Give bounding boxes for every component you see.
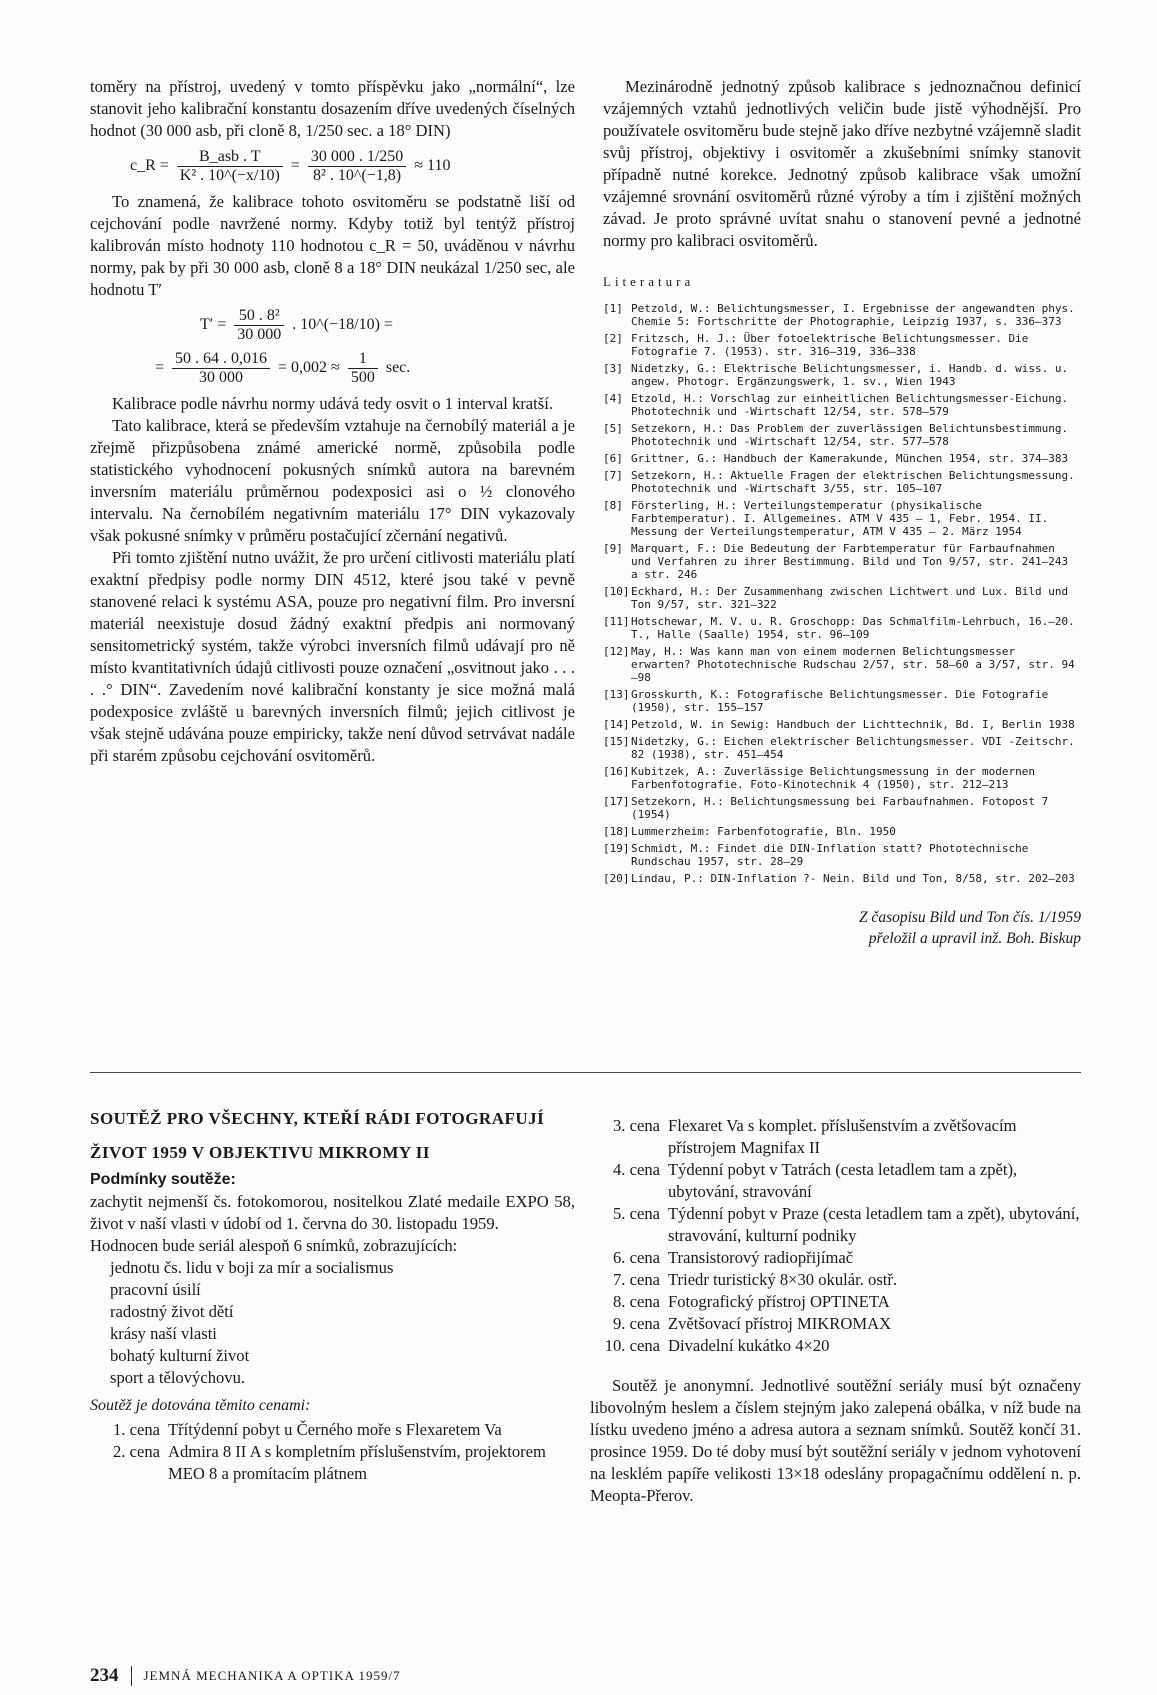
paragraph: zachytit nejmenší čs. fotokomorou, nositelkou Zlaté medaile EXPO 58, život v naší vlasti v údobí od 1. června do 30. listopadu 1959. xyxy=(90,1192,575,1233)
prize-rank: 6. cena xyxy=(613,1248,660,1267)
reference-number: [10] xyxy=(603,585,630,598)
reference-item xyxy=(603,362,1081,388)
prize-list xyxy=(90,1419,575,1485)
reference-item xyxy=(603,795,1081,821)
reference-text: Lindau, P.: DIN-Inflation ?- Nein. Bild und Ton, 8/58, str. 202—203 xyxy=(631,872,1075,885)
prize-description: Divadelní kukátko 4×20 xyxy=(668,1336,830,1355)
reference-number: [16] xyxy=(603,765,630,778)
formula-denominator: K² . 10^(−x/10) xyxy=(179,167,280,184)
prize-rank: 9. cena xyxy=(613,1314,660,1333)
reference-item xyxy=(603,452,1081,465)
paragraph: Při tomto zjištění nutno uvážit, že pro určení citlivosti materiálu platí exaktní předpisy podle normy DIN 4512, které jsou také v pevně stanovené relaci k systému ASA, pouze pro negativní film. Pro inversní materiál neexistuje dosud žádný exaktní předpis ani normovaný sensitometrický systém, takže výrobci inversních filmů udávají pro ně místo kvantitativních údajů citlivosti pouze označení „osvitnout jako . . . . .° DIN“. Zavedením nové kalibrační konstanty je sice možná malá podexposice zvláště u barevných inversních filmů; jejich citlivost je však stejně udávána pouze empiricky, takže není důvod setrvávat nadále při starém způsobu cejchování osvitoměrů. xyxy=(90,548,575,765)
reference-number: [6] xyxy=(603,452,623,465)
topic-item: sport a tělovýchovu. xyxy=(110,1368,246,1387)
reference-number: [20] xyxy=(603,872,630,885)
formula-result: ≈ 110 xyxy=(414,157,451,175)
prize-description: Flexaret Va s komplet. příslušenstvím a zvětšovacím přístrojem Magnifax II xyxy=(668,1116,1017,1157)
prizes-intro: Soutěž je dotována těmito cenami: xyxy=(90,1397,311,1414)
credit-source: Z časopisu Bild und Ton čís. 1/1959 xyxy=(858,909,1081,926)
prize-description: Triedr turistický 8×30 okulár. ostř. xyxy=(668,1270,898,1289)
prize-rank: 4. cena xyxy=(613,1160,660,1179)
reference-number: [19] xyxy=(603,842,630,855)
formula-exposure-time xyxy=(200,307,575,344)
prize-rank: 2. cena xyxy=(113,1442,160,1461)
reference-number: [11] xyxy=(603,615,630,628)
reference-text: Lummerzheim: Farbenfotografie, Bln. 1950 xyxy=(631,825,896,838)
reference-number: [8] xyxy=(603,499,623,512)
formula-exposure-result xyxy=(155,350,575,387)
formula-calibration-constant xyxy=(130,148,575,185)
reference-text: Petzold, W.: Belichtungsmesser, I. Ergebnisse der angewandten phys. Chemie 5: Fortschritte der Photographie, Leipzig 1937, s. 336—373 xyxy=(631,302,1075,328)
prize-item xyxy=(590,1247,1081,1269)
reference-number: [9] xyxy=(603,542,623,555)
reference-number: [15] xyxy=(603,735,630,748)
formula-denominator: 8² . 10^(−1,8) xyxy=(313,167,402,184)
topic-item: krásy naší vlasti xyxy=(110,1324,217,1343)
reference-item xyxy=(603,718,1081,731)
journal-name: JEMNÁ MECHANIKA A OPTIKA 1959/7 xyxy=(143,1668,401,1683)
reference-text: Försterling, H.: Verteilungstemperatur (physikalische Farbtemperatur). I. Allgemeines. ATM V 435 — 1, Febr. 1954. II. Messung der Verteilungstemperatur, ATM V 435 — 2. März 1954 xyxy=(631,499,1049,538)
conditions-title: Podmínky soutěže: xyxy=(90,1171,236,1188)
topic-item: pracovní úsilí xyxy=(110,1280,201,1299)
reference-text: Etzold, H.: Vorschlag zur einheitlichen Belichtungsmesser-Eichung. Phototechnik und -Wirtschaft 12/54, str. 578—579 xyxy=(631,392,1069,418)
reference-item xyxy=(603,302,1081,328)
reference-number: [4] xyxy=(603,392,623,405)
formula-fraction xyxy=(308,148,406,185)
reference-item xyxy=(603,735,1081,761)
prize-list xyxy=(590,1115,1081,1357)
reference-item xyxy=(603,392,1081,418)
prize-rank: 7. cena xyxy=(613,1270,660,1289)
formula-fraction xyxy=(348,350,378,387)
reference-number: [1] xyxy=(603,302,623,315)
paragraph: Soutěž je anonymní. Jednotlivé soutěžní seriály musí být označeny libovolným heslem a číslem stejným jako zalepená obálka, v níž bude na lístku uvedeno jméno a adresa autora a seznam snímků. Soutěž končí 31. prosince 1959. Do té doby musí být soutěžní seriály v jednom vyhotovení na lesklém papíře velikosti 13×18 odeslány propagačnímu oddělení n. p. Meopta-Přerov. xyxy=(590,1376,1081,1505)
reference-text: Hotschewar, M. V. u. R. Groschopp: Das Schmalfilm-Lehrbuch, 16.—20. T., Halle (Saalle) 1954, str. 96—109 xyxy=(631,615,1075,641)
translation-credit xyxy=(603,907,1081,949)
formula-denominator: 30 000 xyxy=(199,369,244,386)
prize-item xyxy=(590,1313,1081,1335)
literature-heading: Literatura xyxy=(603,274,695,289)
topic-item: radostný život dětí xyxy=(110,1302,234,1321)
reference-number: [3] xyxy=(603,362,623,375)
reference-text: Setzekorn, H.: Das Problem der zuverlässigen Belichtunsbestimmung. Phototechnik und -Wirtschaft 12/54, str. 577—578 xyxy=(631,422,1069,448)
formula-lhs: = xyxy=(155,359,165,377)
reference-number: [13] xyxy=(603,688,630,701)
page-number: 234 xyxy=(90,1665,119,1686)
reference-text: Kubitzek, A.: Zuverlässige Belichtungsmessung in der modernen Farbenfotografie. Foto-Kinotechnik 4 (1950), str. 212—213 xyxy=(631,765,1035,791)
prize-description: Admira 8 II A s kompletním příslušenstvím, projektorem MEO 8 a promítacím plátnem xyxy=(168,1442,546,1483)
prize-rank: 5. cena xyxy=(613,1204,660,1223)
article-column-right xyxy=(603,76,1081,949)
formula-numerator: 30 000 . 1/250 xyxy=(308,148,406,167)
reference-item xyxy=(603,645,1081,684)
reference-number: [7] xyxy=(603,469,623,482)
formula-denominator: 30 000 xyxy=(237,326,282,343)
prize-rank: 8. cena xyxy=(613,1292,660,1311)
reference-number: [12] xyxy=(603,645,630,658)
reference-item xyxy=(603,615,1081,641)
formula-rest: . 10^(−18/10) = xyxy=(292,316,393,334)
reference-item xyxy=(603,842,1081,868)
prize-item xyxy=(90,1441,575,1485)
prize-item xyxy=(590,1291,1081,1313)
formula-numerator: 50 . 8² xyxy=(234,307,284,326)
reference-text: Marquart, F.: Die Bedeutung der Farbtemperatur für Farbaufnahmen und Verfahren zu ihrer Bestimmung. Bild und Ton 9/57, str. 241—243 a str. 246 xyxy=(631,542,1069,581)
prize-item xyxy=(590,1335,1081,1357)
reference-text: Fritzsch, H. J.: Über fotoelektrische Belichtungsmesser. Die Fotografie 7. (1953). str. 316—319, 336—338 xyxy=(631,332,1029,358)
contest-heading: SOUTĚŽ PRO VŠECHNY, KTEŘÍ RÁDI FOTOGRAFUJÍ xyxy=(90,1109,545,1128)
paragraph: Kalibrace podle návrhu normy udává tedy osvit o 1 interval kratší. xyxy=(112,394,553,413)
prize-item xyxy=(590,1269,1081,1291)
reference-item xyxy=(603,469,1081,495)
reference-text: Setzekorn, H.: Aktuelle Fragen der elektrischen Belichtungsmessung. Phototechnik und -Wirtschaft 3/55, str. 105—107 xyxy=(631,469,1075,495)
prize-item xyxy=(90,1419,575,1441)
prize-description: Třítýdenní pobyt u Černého moře s Flexaretem Va xyxy=(168,1420,502,1439)
reference-item xyxy=(603,422,1081,448)
reference-text: Eckhard, H.: Der Zusammenhang zwischen Lichtwert und Lux. Bild und Ton 9/57, str. 321—322 xyxy=(631,585,1069,611)
paragraph: Tato kalibrace, která se především vztahuje na černobílý materiál a je zřejmě přizpůsobena známé americké normě, způsobila podle statistického vyhodnocení pokusných snímků autora na barevném inversním materiálu průměrnou podexposici asi o ½ clonového intervalu. Na černobílém negativním materiálu 17° DIN vykazovaly však pokusné snímky v průměru postačující zčernání negativů. xyxy=(90,416,575,545)
reference-number: [14] xyxy=(603,718,630,731)
prize-description: Transistorový radiopřijímač xyxy=(668,1248,854,1267)
formula-middle: = 0,002 ≈ xyxy=(278,359,340,377)
reference-text: Schmidt, M.: Findet die DIN-Inflation statt? Phototechnische Rundschau 1957, str. 28—29 xyxy=(631,842,1029,868)
formula-numerator: 1 xyxy=(348,350,378,369)
reference-text: May, H.: Was kann man von einem modernen Belichtungsmesser erwarten? Phototechnische Rudschau 2/57, str. 58—60 a 3/57, str. 94—98 xyxy=(631,645,1075,684)
formula-denominator: 500 xyxy=(350,369,375,386)
reference-item xyxy=(603,332,1081,358)
prize-rank: 3. cena xyxy=(613,1116,660,1135)
reference-item xyxy=(603,872,1081,885)
topic-list xyxy=(90,1257,575,1389)
article-column-left xyxy=(90,76,575,767)
reference-text: Grosskurth, K.: Fotografische Belichtungsmesser. Die Fotografie (1950), str. 155—157 xyxy=(631,688,1049,714)
reference-item xyxy=(603,542,1081,581)
contest-column-right xyxy=(590,1115,1081,1507)
prize-rank: 1. cena xyxy=(113,1420,160,1439)
prize-description: Týdenní pobyt v Tatrách (cesta letadlem tam a zpět), ubytování, stravování xyxy=(668,1160,1018,1201)
section-divider xyxy=(90,1072,1081,1073)
paragraph: toměry na přístroj, uvedený v tomto příspěvku jako „normální“, lze stanovit jeho kalibrační konstantu dosazením dříve uvedených číselných hodnot (30 000 asb, při cloně 8, 1/250 sec. a 18° DIN) xyxy=(90,77,575,140)
reference-number: [5] xyxy=(603,422,623,435)
reference-text: Setzekorn, H.: Belichtungsmessung bei Farbaufnahmen. Fotopost 7 (1954) xyxy=(631,795,1049,821)
reference-text: Nidetzky, G.: Eichen elektrischer Belichtungsmesser. VDI -Zeitschr. 82 (1938), str. 451—454 xyxy=(631,735,1075,761)
reference-number: [2] xyxy=(603,332,623,345)
formula-lhs: T′ = xyxy=(200,316,227,334)
formula-fraction xyxy=(234,307,284,344)
formula-lhs: c_R = xyxy=(130,157,169,175)
reference-text: Petzold, W. in Sewig: Handbuch der Lichttechnik, Bd. I, Berlin 1938 xyxy=(631,718,1075,731)
reference-item xyxy=(603,825,1081,838)
contest-column-left xyxy=(90,1107,575,1485)
prize-description: Zvětšovací přístroj MIKROMAX xyxy=(668,1314,892,1333)
prize-description: Fotografický přístroj OPTINETA xyxy=(668,1292,890,1311)
page-footer xyxy=(90,1665,401,1687)
prize-item xyxy=(590,1159,1081,1203)
paragraph: Mezinárodně jednotný způsob kalibrace s jednoznačnou definicí vzájemných vztahů jednotlivých veličin bude jistě výhodnější. Pro používatele osvitoměru bude stejně jako dříve nezbytné vzájemně sladit svůj přístroj, objektivy i osvitoměr a zkušebními snímky stanovit případně nutné korekce. Jednotný způsob kalibrace však umožní vzájemné srovnání osvitoměrů různé výroby a tím i zjištění možných závad. Je proto správné uvítat snahu o stanovení pevné a jednotné normy pro kalibraci osvitoměrů. xyxy=(603,77,1081,250)
credit-translator: přeložil a upravil inž. Boh. Biskup xyxy=(868,930,1081,947)
reference-item xyxy=(603,499,1081,538)
reference-item xyxy=(603,765,1081,791)
prize-description: Týdenní pobyt v Praze (cesta letadlem tam a zpět), ubytování, stravování, kulturní podniky xyxy=(668,1204,1080,1245)
paragraph: Hodnocen bude seriál alespoň 6 snímků, zobrazujících: xyxy=(90,1236,458,1255)
prize-item xyxy=(590,1115,1081,1159)
formula-equals: = xyxy=(290,157,300,175)
reference-number: [17] xyxy=(603,795,630,808)
reference-text: Nidetzky, G.: Elektrische Belichtungsmesser, i. Handb. d. wiss. u. angew. Photogr. Ergänzungswerk, 1. sv., Wien 1943 xyxy=(631,362,1069,388)
contest-subheading: ŽIVOT 1959 V OBJEKTIVU MIKROMY II xyxy=(90,1143,430,1162)
topic-item: jednotu čs. lidu v boji za mír a socialismus xyxy=(110,1258,394,1277)
paragraph: To znamená, že kalibrace tohoto osvitoměru se podstatně liší od cejchování podle navržené normy. Kdyby totiž byl tentýž přístroj kalibrován místo hodnoty 110 hodnotou c_R = 50, uváděnou v návrhu normy, pak by při 30 000 asb, cloně 8 a 18° DIN neukázal 1/250 sec, ale hodnotu T′ xyxy=(90,192,575,299)
prize-item xyxy=(590,1203,1081,1247)
formula-fraction xyxy=(172,350,270,387)
reference-list xyxy=(603,302,1081,885)
footer-separator xyxy=(131,1666,132,1686)
formula-fraction xyxy=(177,148,283,185)
formula-numerator: 50 . 64 . 0,016 xyxy=(172,350,270,369)
reference-text: Grittner, G.: Handbuch der Kamerakunde, München 1954, str. 374—383 xyxy=(631,452,1069,465)
formula-numerator: B_asb . T xyxy=(177,148,283,167)
reference-item xyxy=(603,585,1081,611)
prize-rank: 10. cena xyxy=(604,1336,660,1355)
reference-number: [18] xyxy=(603,825,630,838)
formula-unit: sec. xyxy=(385,359,411,377)
topic-item: bohatý kulturní život xyxy=(110,1346,250,1365)
reference-item xyxy=(603,688,1081,714)
